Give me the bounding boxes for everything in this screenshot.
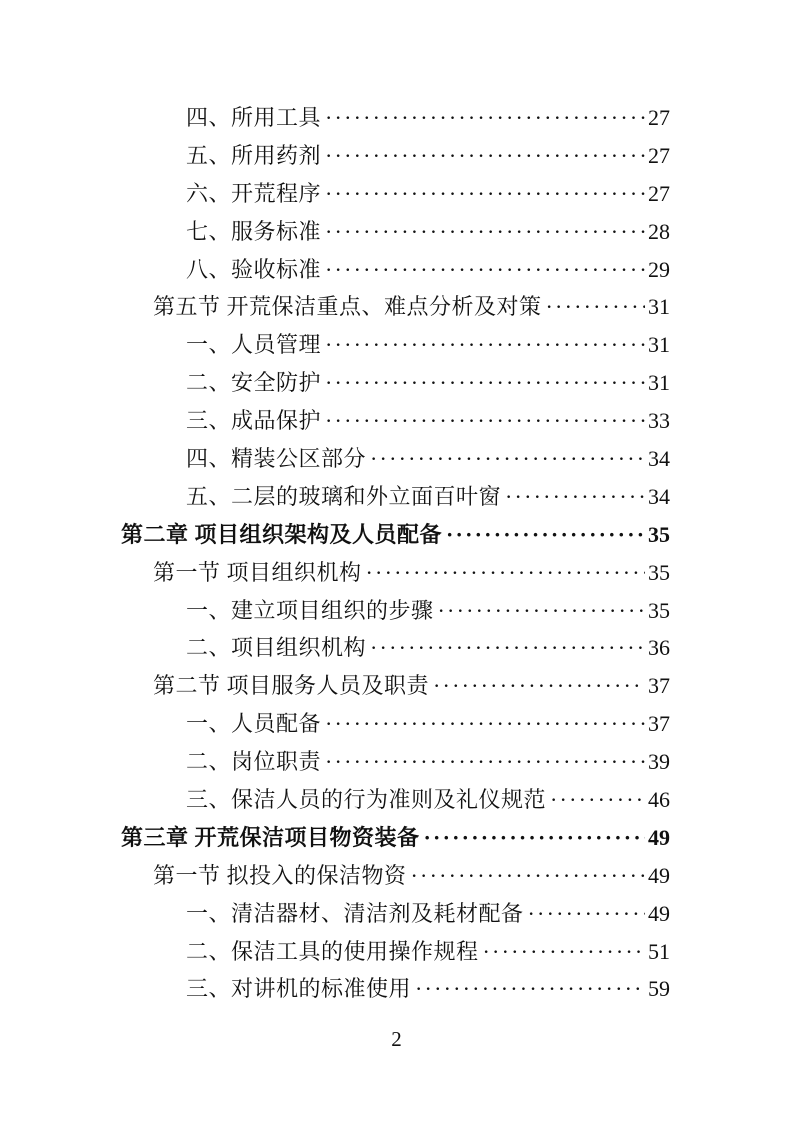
toc-entry [121,326,670,364]
toc-page-number: 28 [648,218,670,244]
toc-page-number: 51 [648,938,670,964]
toc-leader-dots [433,675,645,697]
toc-entry [121,705,670,743]
toc-leader-dots [325,145,645,167]
toc-leader-dots [528,903,645,925]
toc-entry-title: 二、安全防护 [186,370,322,396]
toc-leader-dots [438,600,645,622]
toc-leader-dots [325,259,645,281]
toc-entry-title: 第二节 项目服务人员及职责 [153,673,430,699]
toc-leader-dots [325,334,645,356]
toc-page-number: 37 [648,711,670,737]
toc-entry-title: 一、人员配备 [186,711,322,737]
toc-entry-title: 七、服务标准 [186,218,322,244]
toc-page-number: 33 [648,408,670,434]
toc-entry-title: 三、保洁人员的行为准则及礼仪规范 [186,786,547,812]
toc-entry [121,667,670,705]
toc-entry-title: 三、成品保护 [186,408,322,434]
toc-leader-dots [370,637,645,659]
toc-entry [121,288,670,326]
toc-page-number: 36 [648,635,670,661]
toc-page-number: 37 [648,673,670,699]
toc-leader-dots [505,486,645,508]
toc-leader-dots [424,827,645,849]
toc-entry-title: 第三章 开荒保洁项目物资装备 [121,824,420,850]
toc-page-number: 34 [648,445,670,471]
toc-entry-title: 三、对讲机的标准使用 [186,976,412,1002]
toc-leader-dots [370,448,645,470]
toc-page-number: 35 [648,559,670,585]
toc-entry-title: 四、精装公区部分 [186,445,367,471]
table-of-contents [121,99,670,1008]
toc-leader-dots [325,372,645,394]
toc-entry [121,478,670,516]
toc-entry-title: 一、清洁器材、清洁剂及耗材配备 [186,900,524,926]
footer-page-number: 2 [391,1027,402,1051]
toc-leader-dots [325,751,645,773]
toc-entry [121,251,670,289]
toc-leader-dots [411,865,645,887]
toc-page-number: 29 [648,256,670,282]
toc-entry-title: 六、开荒程序 [186,180,322,206]
toc-entry-title: 八、验收标准 [186,256,322,282]
toc-page-number: 49 [648,824,670,850]
toc-leader-dots [446,524,645,546]
toc-page-number: 49 [648,862,670,888]
toc-page-number: 31 [648,332,670,358]
toc-page-number: 49 [648,900,670,926]
toc-page-number: 34 [648,483,670,509]
toc-entry [121,970,670,1008]
toc-entry [121,933,670,971]
toc-page-number: 27 [648,104,670,130]
toc-page-number: 35 [648,597,670,623]
toc-page-number: 46 [648,786,670,812]
toc-page-number: 31 [648,294,670,320]
toc-entry [121,440,670,478]
toc-page-number: 27 [648,180,670,206]
toc-page-number: 27 [648,142,670,168]
toc-leader-dots [366,562,645,584]
toc-leader-dots [325,410,645,432]
toc-entry [121,629,670,667]
toc-entry [121,99,670,137]
toc-leader-dots [415,978,645,1000]
toc-entry-title: 二、保洁工具的使用操作规程 [186,938,479,964]
toc-leader-dots [546,296,645,318]
toc-entry [121,743,670,781]
toc-leader-dots [325,107,645,129]
toc-entry-title: 二、岗位职责 [186,749,322,775]
toc-leader-dots [550,789,645,811]
toc-entry-title: 第一节 拟投入的保洁物资 [153,862,407,888]
toc-entry [121,554,670,592]
toc-page-number: 39 [648,749,670,775]
toc-entry [121,516,670,554]
toc-entry [121,592,670,630]
toc-entry-title: 第二章 项目组织架构及人员配备 [121,521,443,547]
toc-entry [121,137,670,175]
toc-page-number: 35 [648,521,670,547]
toc-page-number: 31 [648,370,670,396]
toc-entry [121,781,670,819]
toc-entry-title: 一、建立项目组织的步骤 [186,597,434,623]
toc-entry-title: 四、所用工具 [186,104,322,130]
toc-leader-dots [325,713,645,735]
toc-page-number: 59 [648,976,670,1002]
toc-entry-title: 一、人员管理 [186,332,322,358]
toc-leader-dots [325,221,645,243]
toc-entry-title: 五、所用药剂 [186,142,322,168]
toc-entry-title: 第一节 项目组织机构 [153,559,362,585]
toc-entry-title: 二、项目组织机构 [186,635,367,661]
toc-entry [121,402,670,440]
toc-leader-dots [325,183,645,205]
toc-entry-title: 第五节 开荒保洁重点、难点分析及对策 [153,294,542,320]
toc-entry [121,895,670,933]
toc-entry [121,213,670,251]
toc-leader-dots [483,941,645,963]
toc-entry-title: 五、二层的玻璃和外立面百叶窗 [186,483,502,509]
toc-entry [121,175,670,213]
toc-entry [121,819,670,857]
toc-entry [121,857,670,895]
toc-entry [121,364,670,402]
